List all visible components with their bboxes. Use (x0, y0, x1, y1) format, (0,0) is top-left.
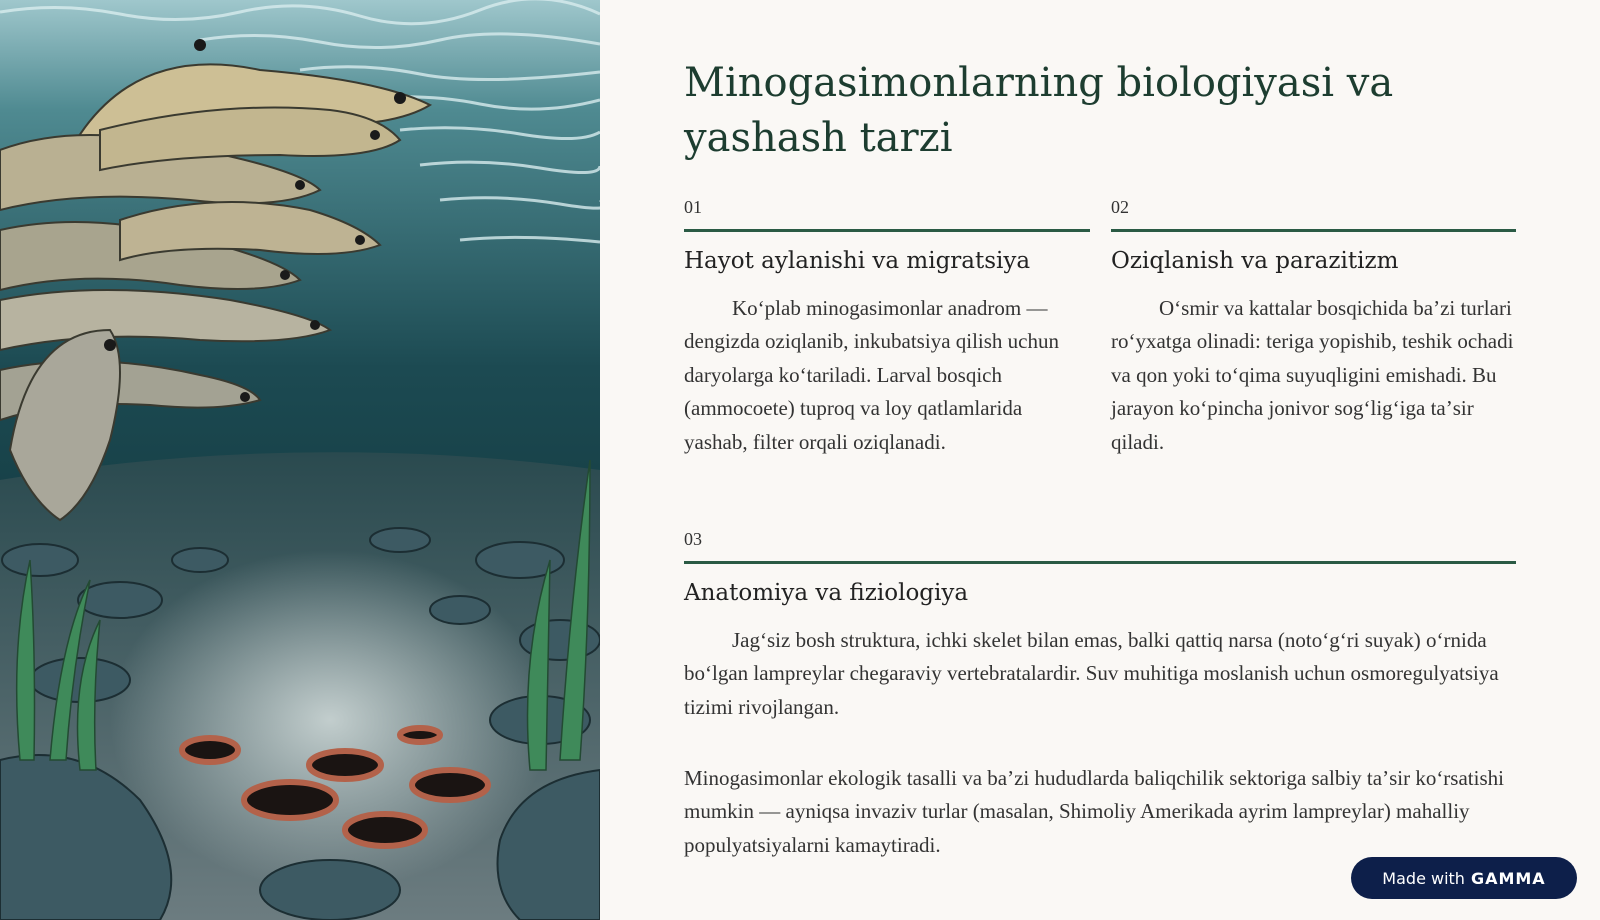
card-body: Oʻsmir va kattalar bosqichida baʼzi turlari roʻyxatga olinadi: teriga yopishib, teshik ochadi va qon yoki toʻqima suyuqligini emishadi. Bu jarayon koʻpincha jonivor sogʻligʻiga taʼsir qiladi. (1111, 296, 1514, 454)
card-heading: Oziqlanish va parazitizm (1111, 248, 1399, 274)
made-with-gamma-button[interactable] (1351, 857, 1577, 899)
card-divider (684, 561, 1516, 564)
card-heading: Anatomiya va fiziologiya (684, 580, 969, 606)
card-body: Jagʻsiz bosh struktura, ichki skelet bilan emas, balki qattiq narsa (notoʻgʻri suyak) oʻrnida boʻlgan lampreylar chegaraviy vertebratalardir. Suv muhitiga moslanish uchun osmoregulyatsiya tizimi rivojlangan. (684, 628, 1499, 719)
lamprey-illustration (0, 0, 600, 920)
card-number: 01 (684, 197, 702, 217)
closing-paragraph: Minogasimonlar ekologik tasalli va baʼzi hududlarda baliqchilik sektoriga salbiy taʼsir koʻrsatishi mumkin — ayniqsa invaziv turlar (masalan, Shimoliy Amerikada ayrim lampreylar) mahalliy populyatsiyalarni kamaytiradi. (684, 766, 1504, 857)
card-body: Koʻplab minogasimonlar anadrom — dengizda oziqlanib, inkubatsiya qilish uchun daryolarga koʻtariladi. Larval bosqich (ammocoete) tuproq va loy qatlamlarida yashab, filter orqali oziqlanadi. (684, 296, 1060, 454)
card-anatomy (684, 527, 1516, 724)
card-heading: Hayot aylanishi va migratsiya (684, 248, 1031, 274)
card-number: 03 (684, 529, 702, 549)
card-life-cycle (684, 195, 1090, 459)
gamma-logo: GAMMA (1470, 868, 1546, 888)
badge-prefix: Made with (1382, 868, 1465, 888)
card-number: 02 (1111, 197, 1129, 217)
page-title: Minogasimonlarning biologiyasi va yashash tarzi (684, 60, 1394, 161)
card-feeding (1111, 195, 1516, 459)
card-divider (684, 229, 1090, 232)
card-divider (1111, 229, 1516, 232)
